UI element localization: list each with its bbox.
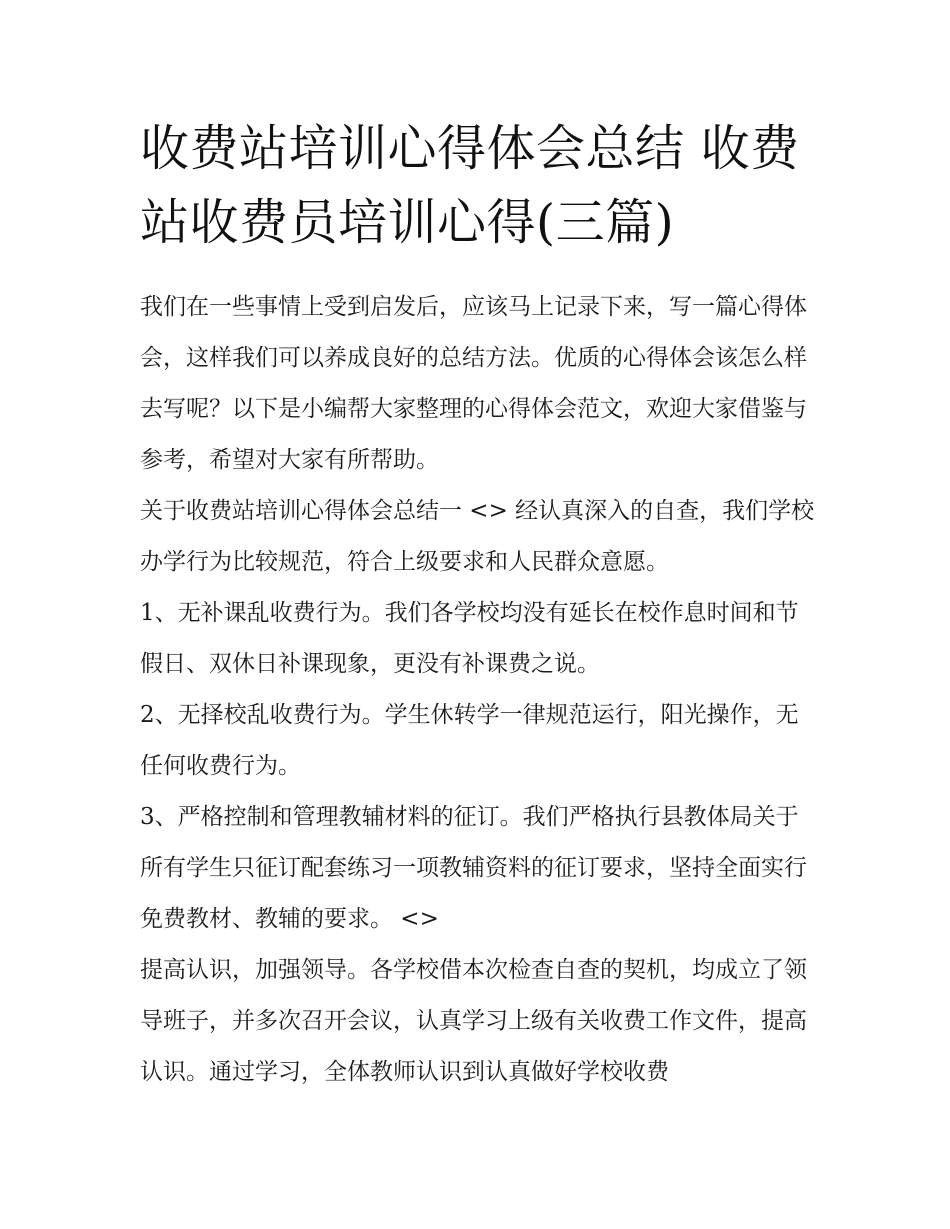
summary-paragraph: 关于收费站培训心得体会总结一 <> 经认真深入的自查，我们学校办学行为比较规范，符合上级要求和人民群众意愿。 — [140, 498, 815, 575]
item-2-paragraph: 2、无择校乱收费行为。学生休转学一律规范运行，阳光操作，无任何收费行为。 — [140, 702, 799, 779]
document-body — [140, 282, 820, 1098]
intro-paragraph: 我们在一些事情上受到启发后，应该马上记录下来，写一篇心得体会，这样我们可以养成良好的总结方法。优质的心得体会该怎么样去写呢？以下是小编帮大家整理的心得体会范文，欢迎大家借鉴与参考，希望对大家有所帮助。 — [140, 294, 807, 473]
document-content — [140, 112, 820, 1098]
awareness-paragraph: 提高认识，加强领导。各学校借本次检查自查的契机，均成立了领导班子，并多次召开会议，认真学习上级有关收费工作文件，提高认识。通过学习，全体教师认识到认真做好学校收费 — [140, 957, 807, 1085]
item-3-paragraph: 3、严格控制和管理教辅材料的征订。我们严格执行县教体局关于所有学生只征订配套练习一项教辅资料的征订要求，坚持全面实行免费教材、教辅的要求。 <> — [140, 804, 807, 932]
document-title: 收费站培训心得体会总结 收费站收费员培训心得(三篇) — [140, 120, 800, 251]
item-1-paragraph: 1、无补课乱收费行为。我们各学校均没有延长在校作息时间和节假日、双休日补课现象，更没有补课费之说。 — [140, 600, 799, 677]
